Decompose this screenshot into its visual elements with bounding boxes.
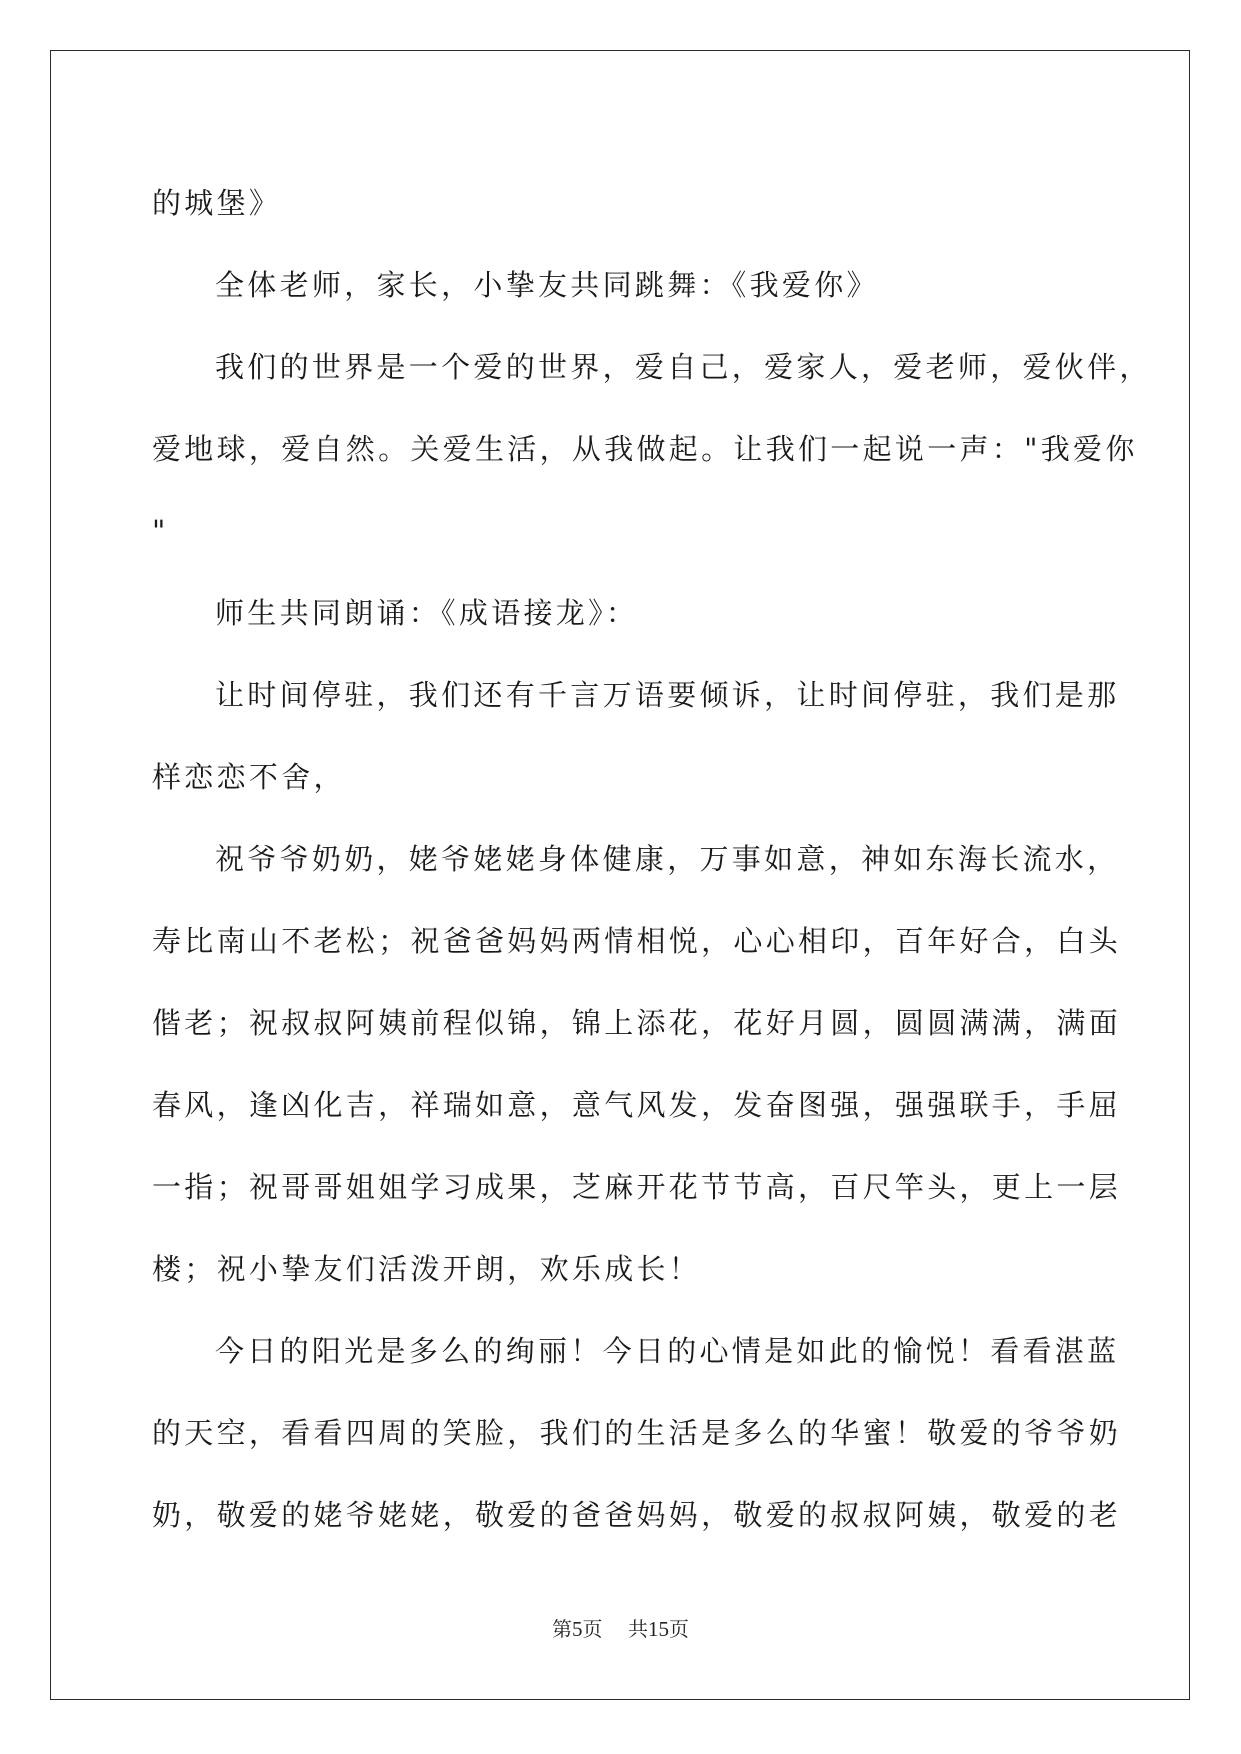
page-footer: [0, 1617, 1241, 1641]
text-line: 我们的世界是一个爱的世界，爱自己，爱家人，爱老师，爱伙伴，: [215, 350, 1152, 384]
text-line: 奶，敬爱的姥爷姥姥，敬爱的爸爸妈妈，敬爱的叔叔阿姨，敬爱的老: [152, 1498, 1122, 1532]
text-line: 全体老师，家长，小挚友共同跳舞：《我爱你》: [215, 268, 879, 302]
text-line: 让时间停驻，我们还有千言万语要倾诉，让时间停驻，我们是那: [215, 678, 1120, 712]
footer-prefix: 第: [552, 1617, 573, 1641]
text-line: 祝爷爷奶奶，姥爷姥姥身体健康，万事如意，神如东海长流水，: [215, 842, 1120, 876]
footer-total-suffix: 页: [668, 1617, 689, 1641]
text-line: 偕老；祝叔叔阿姨前程似锦，锦上添花，花好月圆，圆圆满满，满面: [152, 1006, 1122, 1040]
text-line: 的天空，看看四周的笑脸，我们的生活是多么的华蜜！敬爱的爷爷奶: [152, 1416, 1122, 1450]
text-line: 楼；祝小挚友们活泼开朗，欢乐成长！: [152, 1252, 702, 1286]
text-line: 师生共同朗诵：《成语接龙》：: [215, 596, 639, 630]
text-line: ": [152, 514, 169, 548]
total-page-count: 15: [647, 1617, 669, 1641]
text-line: 春风，逢凶化吉，祥瑞如意，意气风发，发奋图强，强强联手，手屈: [152, 1088, 1122, 1122]
text-line: 今日的阳光是多么的绚丽！今日的心情是如此的愉悦！看看湛蓝: [215, 1334, 1120, 1368]
document-body: [152, 162, 1152, 1556]
text-line: 的城堡》: [152, 186, 282, 220]
current-page-number: 5: [572, 1617, 583, 1641]
footer-total-prefix: 共: [627, 1617, 648, 1641]
text-line: 样恋恋不舍，: [152, 760, 346, 794]
text-line: 寿比南山不老松；祝爸爸妈妈两情相悦，心心相印，百年好合，白头: [152, 924, 1122, 958]
text-line: 一指；祝哥哥姐姐学习成果，芝麻开花节节高，百尺竿头，更上一层: [152, 1170, 1122, 1204]
footer-page-suffix: 页: [582, 1617, 603, 1641]
text-line: 爱地球，爱自然。关爱生活，从我做起。让我们一起说一声："我爱你: [152, 432, 1138, 466]
